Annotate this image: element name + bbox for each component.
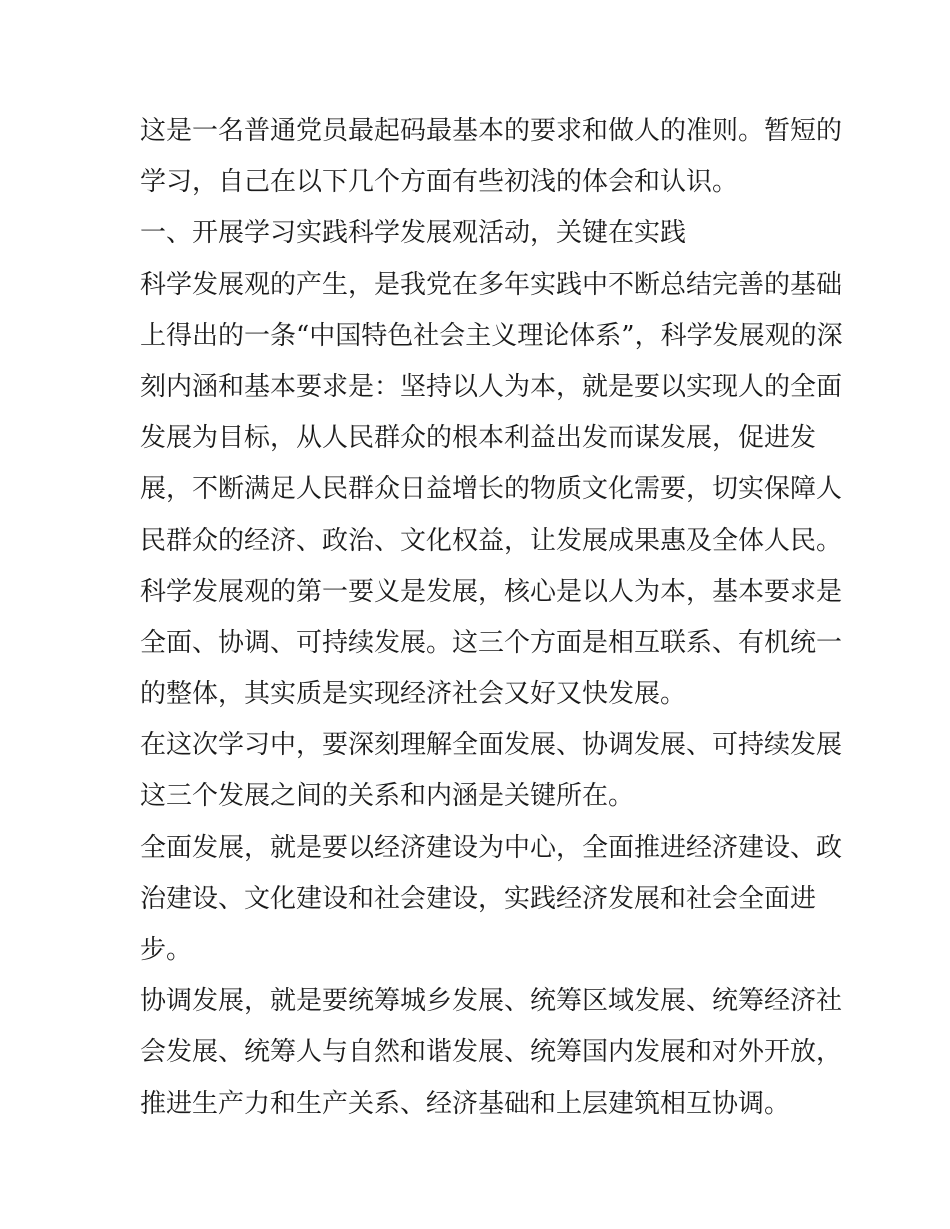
text-line: 这三个发展之间的关系和内涵是关键所在。 <box>140 781 635 812</box>
text-line: 的整体，其实质是实现经济社会又好又快发展。 <box>140 679 687 710</box>
section-heading: 一、开展学习实践科学发展观活动，关键在实践 <box>140 218 687 249</box>
text-line: 刻内涵和基本要求是：坚持以人为本，就是要以实现人的全面 <box>140 371 843 402</box>
text-line: 展，不断满足人民群众日益增长的物质文化需要，切实保障人 <box>140 474 843 505</box>
text-line: 科学发展观的第一要义是发展，核心是以人为本，基本要求是 <box>140 576 843 607</box>
text-line: 会发展、统筹人与自然和谐发展、统筹国内发展和对外开放， <box>140 1037 843 1068</box>
text-line: 治建设、文化建设和社会建设，实践经济发展和社会全面进 <box>140 883 817 914</box>
document-body <box>140 106 843 1130</box>
text-line: 发展为目标，从人民群众的根本利益出发而谋发展，促进发 <box>140 423 817 454</box>
text-line: 在这次学习中，要深刻理解全面发展、协调发展、可持续发展 <box>140 730 843 761</box>
text-line: 全面发展，就是要以经济建设为中心，全面推进经济建设、政 <box>140 832 843 863</box>
text-line: 推进生产力和生产关系、经济基础和上层建筑相互协调。 <box>140 1088 791 1119</box>
text-line: 上得出的一条“中国特色社会主义理论体系”，科学发展观的深 <box>140 320 843 351</box>
text-line: 全面、协调、可持续发展。这三个方面是相互联系、有机统一 <box>140 627 843 658</box>
text-line: 学习，自己在以下几个方面有些初浅的体会和认识。 <box>140 167 739 198</box>
text-line: 步。 <box>140 935 193 965</box>
text-line: 这是一名普通党员最起码最基本的要求和做人的准则。暂短的 <box>140 116 843 146</box>
text-line: 科学发展观的产生，是我党在多年实践中不断总结完善的基础 <box>140 269 843 300</box>
text-line: 民群众的经济、政治、文化权益，让发展成果惠及全体人民。 <box>140 525 843 556</box>
text-line: 协调发展，就是要统筹城乡发展、统筹区域发展、统筹经济社 <box>140 986 843 1017</box>
